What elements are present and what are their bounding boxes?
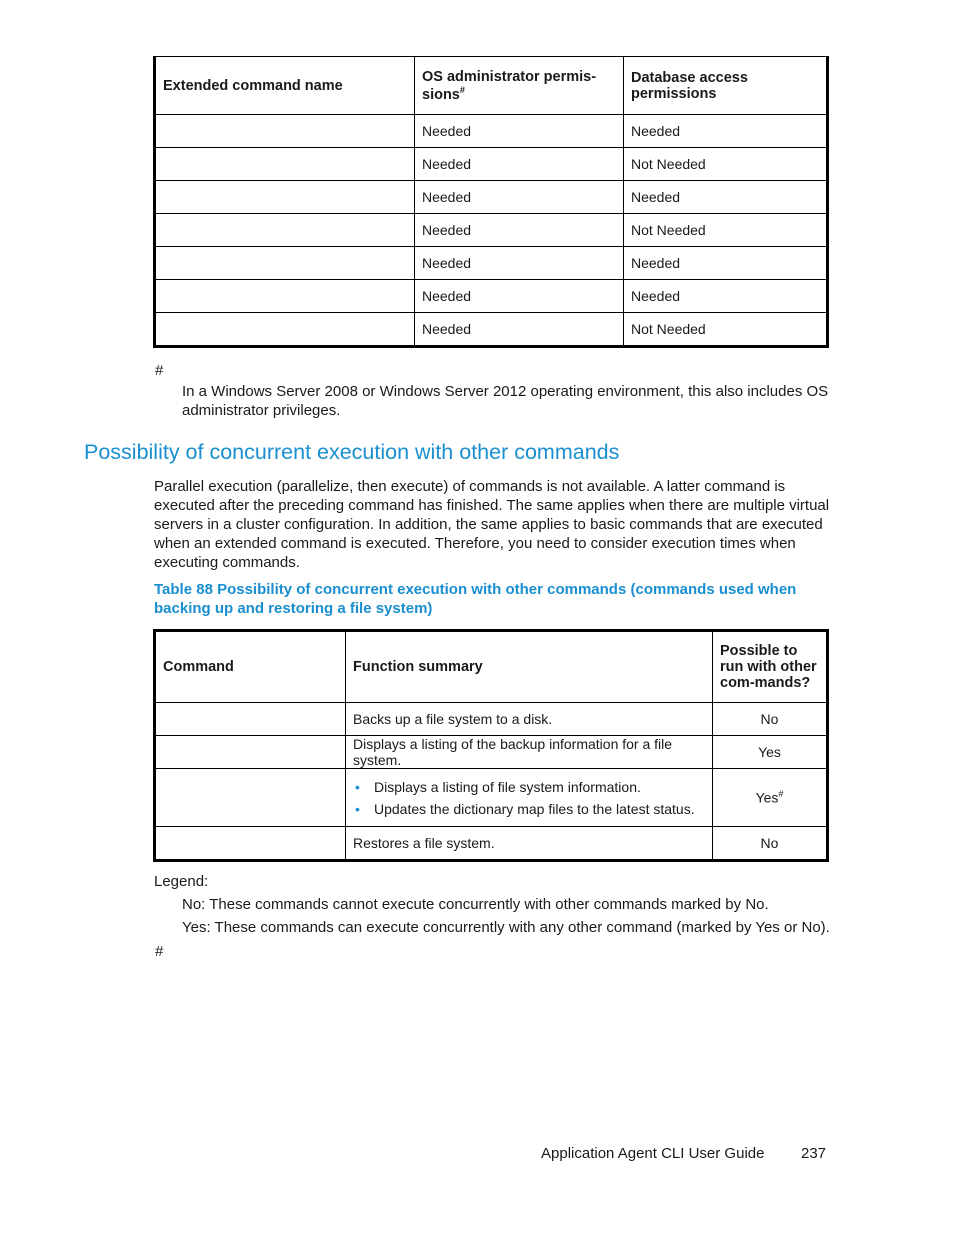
cell-os-permission: Needed [415, 148, 624, 181]
table-header-row [155, 57, 828, 115]
footer-title: Application Agent CLI User Guide [541, 1145, 765, 1162]
cell-command [155, 703, 346, 736]
page-number: 237 [801, 1145, 827, 1162]
permissions-table [153, 56, 829, 348]
table-row [155, 247, 828, 280]
table-row [155, 148, 828, 181]
table-header-row [155, 631, 828, 703]
cell-db-permission: Not Needed [624, 148, 828, 181]
cell-summary [346, 769, 713, 827]
cell-db-permission: Needed [624, 115, 828, 148]
cell-db-permission: Needed [624, 181, 828, 214]
cell-command [155, 827, 346, 861]
table-row [155, 280, 828, 313]
cell-command [155, 214, 415, 247]
table-row [155, 214, 828, 247]
bullet-text: Updates the dictionary map files to the latest status. [374, 800, 695, 817]
bullet-icon: • [355, 800, 360, 817]
header-footnote-mark: # [459, 84, 465, 95]
cell-possible: Yes [713, 736, 828, 769]
table-row [155, 769, 828, 827]
header-os-admin-permissions [415, 57, 624, 115]
bullet-text: Displays a listing of file system information. [374, 778, 641, 795]
cell-os-permission: Needed [415, 313, 624, 347]
cell-command [155, 115, 415, 148]
table-row [155, 827, 828, 861]
summary-bullet-list [353, 776, 705, 820]
cell-possible: No [713, 703, 828, 736]
table-caption: Table 88 Possibility of concurrent execution with other commands (commands used when backing up and restoring a file system) [154, 581, 797, 617]
legend-no: No: These commands cannot execute concurrently with other commands marked by No. [182, 896, 769, 913]
list-item [353, 776, 705, 798]
list-item [353, 798, 705, 820]
cell-command [155, 148, 415, 181]
cell-db-permission: Not Needed [624, 214, 828, 247]
cell-summary: Backs up a file system to a disk. [346, 703, 713, 736]
cell-possible [713, 769, 828, 827]
table-row [155, 736, 828, 769]
cell-command [155, 313, 415, 347]
section-paragraph: Parallel execution (parallelize, then execute) of commands is not available. A latter command is executed after the preceding command has finished. The same applies when there are multiple virtual servers in a cluster configuration. In addition, the same applies to basic commands that are executed when an extended command is executed. Therefore, you need to consider execution times when executing commands. [154, 478, 830, 571]
table-row [155, 181, 828, 214]
legend-title: Legend: [154, 873, 209, 890]
cell-possible: No [713, 827, 828, 861]
footnote-text: In a Windows Server 2008 or Windows Server 2012 operating environment, this also includes OS administrator privileges. [182, 383, 829, 419]
cell-command [155, 181, 415, 214]
footnote-mark-2: # [155, 943, 164, 960]
cell-summary: Restores a file system. [346, 827, 713, 861]
cell-command [155, 736, 346, 769]
header-extended-command-name: Extended command name [155, 57, 415, 115]
possible-footnote-mark: # [778, 789, 784, 800]
header-command: Command [155, 631, 346, 703]
header-os-admin-label: OS administrator permis-sions [422, 68, 597, 103]
table-row [155, 703, 828, 736]
possible-value: Yes [755, 789, 779, 806]
cell-os-permission: Needed [415, 280, 624, 313]
bullet-icon: • [355, 778, 360, 795]
cell-db-permission: Needed [624, 280, 828, 313]
section-heading: Possibility of concurrent execution with other commands [84, 440, 620, 464]
cell-os-permission: Needed [415, 115, 624, 148]
cell-command [155, 247, 415, 280]
table-row [155, 115, 828, 148]
cell-os-permission: Needed [415, 247, 624, 280]
cell-os-permission: Needed [415, 181, 624, 214]
header-possible-to-run: Possible to run with other com-mands? [713, 631, 828, 703]
concurrency-table [153, 629, 829, 862]
header-function-summary: Function summary [346, 631, 713, 703]
cell-db-permission: Not Needed [624, 313, 828, 347]
header-database-access-permissions: Database access permissions [624, 57, 828, 115]
legend-yes: Yes: These commands can execute concurrently with any other command (marked by Yes or No). [182, 919, 830, 936]
cell-os-permission: Needed [415, 214, 624, 247]
cell-db-permission: Needed [624, 247, 828, 280]
footnote-mark: # [155, 362, 164, 379]
table-row [155, 313, 828, 347]
cell-summary: Displays a listing of the backup information for a file system. [346, 736, 713, 769]
cell-command [155, 280, 415, 313]
cell-command [155, 769, 346, 827]
